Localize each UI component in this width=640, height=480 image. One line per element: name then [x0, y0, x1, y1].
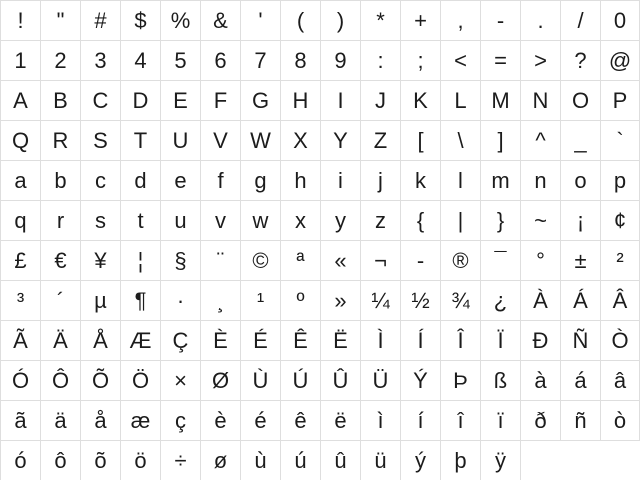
char-cell[interactable]: 3 — [80, 40, 120, 80]
char-cell[interactable]: ì — [360, 400, 400, 440]
char-cell[interactable]: } — [480, 200, 520, 240]
char-cell[interactable]: ° — [520, 240, 560, 280]
char-cell[interactable]: ë — [320, 400, 360, 440]
char-cell[interactable]: > — [520, 40, 560, 80]
char-cell[interactable]: ( — [280, 0, 320, 40]
char-cell[interactable]: ¨ — [200, 240, 240, 280]
char-cell[interactable]: = — [480, 40, 520, 80]
char-cell[interactable]: À — [520, 280, 560, 320]
char-cell[interactable]: ´ — [40, 280, 80, 320]
char-cell[interactable]: Ç — [160, 320, 200, 360]
char-cell[interactable]: ¶ — [120, 280, 160, 320]
char-cell[interactable]: \ — [440, 120, 480, 160]
char-cell[interactable]: M — [480, 80, 520, 120]
char-cell[interactable]: ê — [280, 400, 320, 440]
char-cell[interactable]: D — [120, 80, 160, 120]
char-cell[interactable]: 8 — [280, 40, 320, 80]
char-cell[interactable]: A — [0, 80, 40, 120]
char-cell[interactable]: g — [240, 160, 280, 200]
char-cell[interactable]: Ó — [0, 360, 40, 400]
char-cell[interactable]: É — [240, 320, 280, 360]
char-cell[interactable]: + — [400, 0, 440, 40]
char-cell[interactable]: ¥ — [80, 240, 120, 280]
empty-cell — [520, 440, 560, 480]
char-cell[interactable]: û — [320, 440, 360, 480]
char-cell[interactable]: 4 — [120, 40, 160, 80]
char-cell[interactable]: ï — [480, 400, 520, 440]
char-cell[interactable]: 9 — [320, 40, 360, 80]
char-cell[interactable]: n — [520, 160, 560, 200]
char-cell[interactable]: R — [40, 120, 80, 160]
char-cell[interactable]: © — [240, 240, 280, 280]
char-cell[interactable]: J — [360, 80, 400, 120]
char-cell[interactable]: · — [160, 280, 200, 320]
char-cell[interactable]: P — [600, 80, 640, 120]
char-cell[interactable]: ä — [40, 400, 80, 440]
char-cell[interactable]: ó — [0, 440, 40, 480]
char-cell[interactable]: ù — [240, 440, 280, 480]
char-cell[interactable]: F — [200, 80, 240, 120]
char-cell[interactable]: ô — [40, 440, 80, 480]
char-cell[interactable]: Í — [400, 320, 440, 360]
char-cell[interactable]: m — [480, 160, 520, 200]
char-cell[interactable]: . — [520, 0, 560, 40]
char-cell[interactable]: q — [0, 200, 40, 240]
char-cell[interactable]: Â — [600, 280, 640, 320]
char-cell[interactable]: ; — [400, 40, 440, 80]
char-cell[interactable]: ö — [120, 440, 160, 480]
char-cell[interactable]: a — [0, 160, 40, 200]
char-cell[interactable]: ¿ — [480, 280, 520, 320]
char-cell[interactable]: Ù — [240, 360, 280, 400]
char-cell[interactable]: k — [400, 160, 440, 200]
char-cell[interactable]: Á — [560, 280, 600, 320]
char-cell[interactable]: % — [160, 0, 200, 40]
char-cell[interactable]: * — [360, 0, 400, 40]
char-cell[interactable]: ¬ — [360, 240, 400, 280]
char-cell[interactable]: ÿ — [480, 440, 520, 480]
char-cell[interactable]: è — [200, 400, 240, 440]
char-cell[interactable]: î — [440, 400, 480, 440]
char-cell[interactable]: Ï — [480, 320, 520, 360]
char-cell[interactable]: × — [160, 360, 200, 400]
char-cell[interactable]: » — [320, 280, 360, 320]
char-cell[interactable]: V — [200, 120, 240, 160]
char-cell[interactable]: à — [520, 360, 560, 400]
char-cell[interactable]: Ü — [360, 360, 400, 400]
char-cell[interactable]: ú — [280, 440, 320, 480]
char-cell[interactable]: [ — [400, 120, 440, 160]
char-cell[interactable]: f — [200, 160, 240, 200]
char-cell[interactable]: Þ — [440, 360, 480, 400]
char-cell[interactable]: È — [200, 320, 240, 360]
char-cell[interactable]: y — [320, 200, 360, 240]
char-cell[interactable]: € — [40, 240, 80, 280]
empty-cell — [560, 440, 600, 480]
char-cell[interactable]: í — [400, 400, 440, 440]
char-cell[interactable]: t — [120, 200, 160, 240]
char-cell[interactable]: p — [600, 160, 640, 200]
char-cell[interactable]: 5 — [160, 40, 200, 80]
char-cell[interactable]: $ — [120, 0, 160, 40]
char-cell[interactable]: ÷ — [160, 440, 200, 480]
char-cell[interactable]: 6 — [200, 40, 240, 80]
char-cell[interactable]: < — [440, 40, 480, 80]
char-cell[interactable]: Ã — [0, 320, 40, 360]
char-cell[interactable]: ? — [560, 40, 600, 80]
char-cell[interactable]: B — [40, 80, 80, 120]
char-cell[interactable]: õ — [80, 440, 120, 480]
char-cell[interactable]: X — [280, 120, 320, 160]
char-cell[interactable]: ! — [0, 0, 40, 40]
char-cell[interactable]: s — [80, 200, 120, 240]
char-cell[interactable]: Z — [360, 120, 400, 160]
char-cell[interactable]: ³ — [0, 280, 40, 320]
char-cell[interactable]: u — [160, 200, 200, 240]
char-cell[interactable]: ¹ — [240, 280, 280, 320]
char-cell[interactable]: ~ — [520, 200, 560, 240]
char-cell[interactable]: ] — [480, 120, 520, 160]
char-cell[interactable]: W — [240, 120, 280, 160]
char-cell[interactable]: Ê — [280, 320, 320, 360]
char-cell[interactable]: Ä — [40, 320, 80, 360]
char-cell[interactable]: Ø — [200, 360, 240, 400]
char-cell[interactable]: - — [480, 0, 520, 40]
char-cell[interactable]: º — [280, 280, 320, 320]
char-cell[interactable]: : — [360, 40, 400, 80]
char-cell[interactable]: ñ — [560, 400, 600, 440]
char-cell[interactable]: o — [560, 160, 600, 200]
char-cell[interactable]: « — [320, 240, 360, 280]
char-cell[interactable]: / — [560, 0, 600, 40]
char-cell[interactable]: ã — [0, 400, 40, 440]
char-cell[interactable]: Ë — [320, 320, 360, 360]
char-cell[interactable]: ß — [480, 360, 520, 400]
char-cell[interactable]: C — [80, 80, 120, 120]
char-cell[interactable]: ² — [600, 240, 640, 280]
char-cell[interactable]: å — [80, 400, 120, 440]
char-cell[interactable]: v — [200, 200, 240, 240]
char-cell[interactable]: Æ — [120, 320, 160, 360]
char-cell[interactable]: w — [240, 200, 280, 240]
char-cell[interactable]: ' — [240, 0, 280, 40]
char-cell[interactable]: ¯ — [480, 240, 520, 280]
char-cell[interactable]: ^ — [520, 120, 560, 160]
char-cell[interactable]: ¾ — [440, 280, 480, 320]
char-cell[interactable]: I — [320, 80, 360, 120]
char-cell[interactable]: K — [400, 80, 440, 120]
char-cell[interactable]: ¼ — [360, 280, 400, 320]
char-cell[interactable]: ø — [200, 440, 240, 480]
char-cell[interactable]: 1 — [0, 40, 40, 80]
char-cell[interactable]: Ô — [40, 360, 80, 400]
char-cell[interactable]: Û — [320, 360, 360, 400]
char-cell[interactable]: ® — [440, 240, 480, 280]
char-cell[interactable]: i — [320, 160, 360, 200]
char-cell[interactable]: z — [360, 200, 400, 240]
char-cell[interactable]: @ — [600, 40, 640, 80]
empty-cell — [600, 440, 640, 480]
char-cell[interactable]: æ — [120, 400, 160, 440]
char-cell[interactable]: ç — [160, 400, 200, 440]
char-cell[interactable]: ý — [400, 440, 440, 480]
char-cell[interactable]: ¸ — [200, 280, 240, 320]
char-cell[interactable]: Ö — [120, 360, 160, 400]
char-cell[interactable]: ¢ — [600, 200, 640, 240]
char-cell[interactable]: H — [280, 80, 320, 120]
char-cell[interactable]: ª — [280, 240, 320, 280]
char-cell[interactable]: Ú — [280, 360, 320, 400]
char-cell[interactable]: G — [240, 80, 280, 120]
char-cell[interactable]: c — [80, 160, 120, 200]
char-cell[interactable]: e — [160, 160, 200, 200]
char-cell[interactable]: Y — [320, 120, 360, 160]
char-cell[interactable]: µ — [80, 280, 120, 320]
char-cell[interactable]: Ð — [520, 320, 560, 360]
char-cell[interactable]: | — [440, 200, 480, 240]
char-cell[interactable]: ` — [600, 120, 640, 160]
char-cell[interactable]: § — [160, 240, 200, 280]
char-cell[interactable]: { — [400, 200, 440, 240]
char-cell[interactable]: ü — [360, 440, 400, 480]
char-cell[interactable]: , — [440, 0, 480, 40]
char-cell[interactable]: Ñ — [560, 320, 600, 360]
char-cell[interactable]: á — [560, 360, 600, 400]
char-cell[interactable]: _ — [560, 120, 600, 160]
char-cell[interactable]: L — [440, 80, 480, 120]
char-cell[interactable]: S — [80, 120, 120, 160]
char-cell[interactable]: d — [120, 160, 160, 200]
char-cell[interactable]: # — [80, 0, 120, 40]
char-cell[interactable]: 0 — [600, 0, 640, 40]
char-cell[interactable]: £ — [0, 240, 40, 280]
char-cell[interactable]: Ì — [360, 320, 400, 360]
char-cell[interactable]: Ý — [400, 360, 440, 400]
char-cell[interactable]: b — [40, 160, 80, 200]
char-cell[interactable]: T — [120, 120, 160, 160]
char-cell[interactable]: ) — [320, 0, 360, 40]
char-cell[interactable]: j — [360, 160, 400, 200]
char-cell[interactable]: x — [280, 200, 320, 240]
char-cell[interactable]: ¦ — [120, 240, 160, 280]
char-cell[interactable]: Å — [80, 320, 120, 360]
char-cell[interactable]: 7 — [240, 40, 280, 80]
char-cell[interactable]: é — [240, 400, 280, 440]
char-cell[interactable]: ¡ — [560, 200, 600, 240]
char-cell[interactable]: h — [280, 160, 320, 200]
char-cell[interactable]: þ — [440, 440, 480, 480]
char-cell[interactable]: 2 — [40, 40, 80, 80]
char-cell[interactable]: â — [600, 360, 640, 400]
char-cell[interactable]: - — [400, 240, 440, 280]
char-cell[interactable]: Õ — [80, 360, 120, 400]
char-cell[interactable]: l — [440, 160, 480, 200]
char-cell[interactable]: " — [40, 0, 80, 40]
char-cell[interactable]: ± — [560, 240, 600, 280]
char-cell[interactable]: Ò — [600, 320, 640, 360]
char-cell[interactable]: U — [160, 120, 200, 160]
char-cell[interactable]: Q — [0, 120, 40, 160]
char-cell[interactable]: E — [160, 80, 200, 120]
char-cell[interactable]: N — [520, 80, 560, 120]
char-cell[interactable]: & — [200, 0, 240, 40]
char-cell[interactable]: O — [560, 80, 600, 120]
char-cell[interactable]: ð — [520, 400, 560, 440]
char-cell[interactable]: Î — [440, 320, 480, 360]
char-cell[interactable]: r — [40, 200, 80, 240]
char-cell[interactable]: ò — [600, 400, 640, 440]
char-cell[interactable]: ½ — [400, 280, 440, 320]
